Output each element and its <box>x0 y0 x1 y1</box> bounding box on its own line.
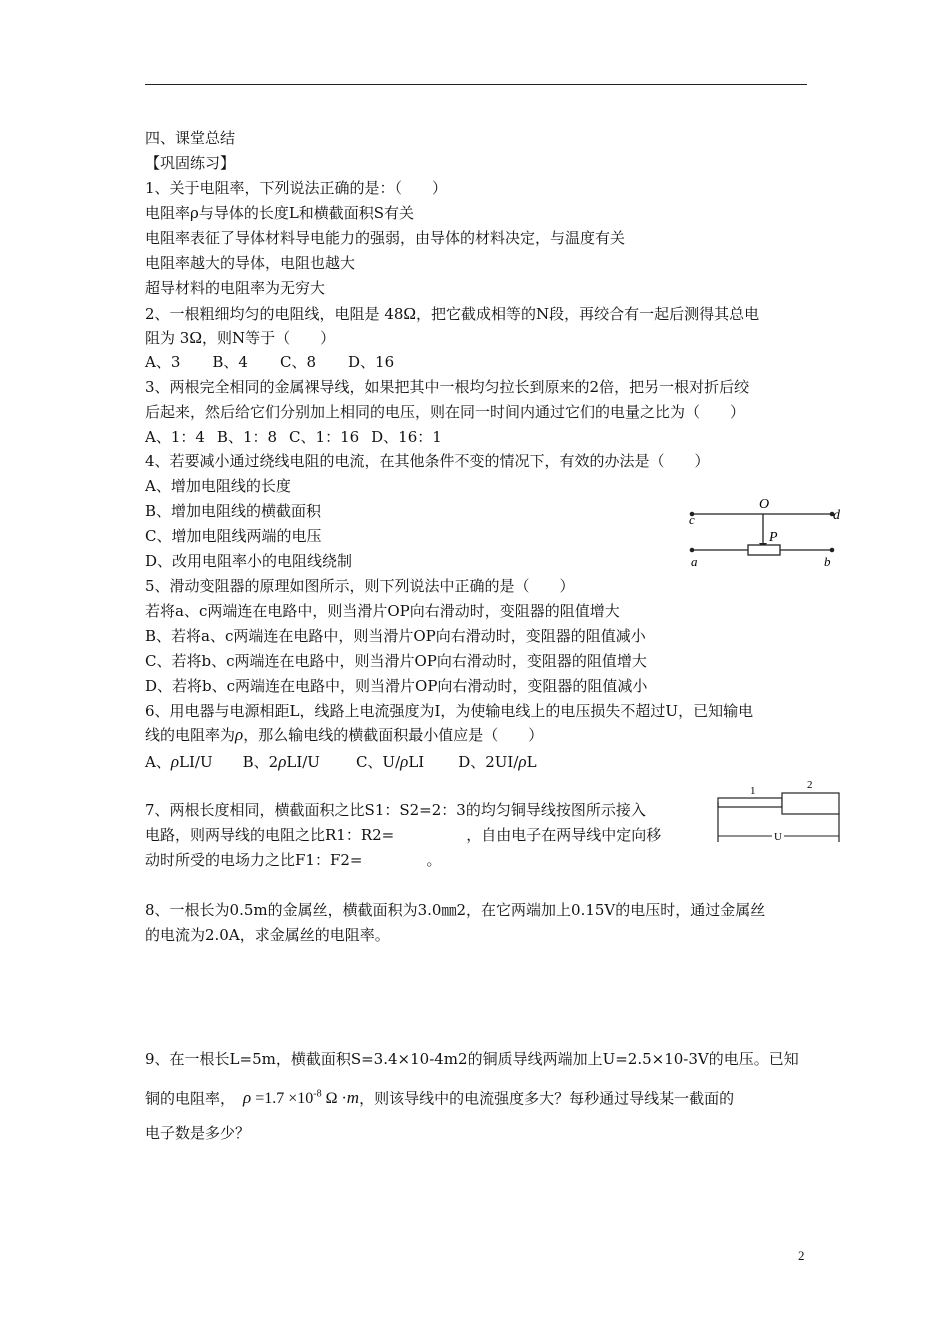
q2-option-c: C、8 <box>279 353 316 371</box>
q9-line2-a: 铜的电阻率， <box>145 1089 236 1108</box>
q3-option-d: D、16：1 <box>371 428 442 446</box>
q2-line1 <box>145 304 759 324</box>
label-p: P <box>769 530 778 545</box>
q7-line3 <box>145 850 442 870</box>
q4-option: A、增加电阻线的长度 <box>145 477 291 495</box>
q7-line3-a: 动时所受的电场力之比F1：F2= <box>145 851 363 869</box>
q4-option: D、改用电阻率小的电阻线绕制 <box>145 552 353 570</box>
q2-option-d: D、16 <box>348 353 395 371</box>
q1-option: 超导材料的电阻率为无穷大 <box>145 279 326 297</box>
q1-option: 电阻率ρ与导体的长度L和横截面积S有关 <box>145 204 415 222</box>
q6-option-b: B、2ρLI/U <box>242 752 320 771</box>
q5-stem: 5、滑动变阻器的原理如图所示，则下列说法中正确的是（ ） <box>145 577 575 595</box>
rho-symbol: ρ <box>235 725 244 744</box>
q4-option: C、增加电阻线两端的电压 <box>145 527 322 545</box>
q7-line2-a: 电路，则两导线的电阻之比R1：R2= <box>145 826 395 844</box>
terminal-a <box>690 548 695 553</box>
q9-line2-b: ，则该导线中的电流强度多大？每秒通过导线某一截面的 <box>359 1089 735 1108</box>
resistor-coil <box>748 545 780 555</box>
q9-line1: 9、在一根长L=5m，横截面积S=3.4×10-4m2的铜质导线两端加上U=2.5×10-3V的电压。已知 <box>145 1050 799 1068</box>
label-c: c <box>689 512 695 527</box>
q6-option-d: D、2UI/ρL <box>458 752 537 771</box>
q1-stem: 1、关于电阻率，下列说法正确的是：（ ） <box>145 179 448 197</box>
q7-line2 <box>145 825 661 845</box>
q5-option: B、若将a、c两端连在电路中，则当滑片OP向右滑动时，变阻器的阻值减小 <box>145 627 646 645</box>
q6-line2-a: 线的电阻率为 <box>145 726 236 744</box>
q7-line1: 7、两根长度相同，横截面积之比S1：S2=2：3的均匀铜导线按图所示接入 <box>145 801 646 819</box>
q2-line2 <box>145 328 335 348</box>
q3-options <box>145 427 442 447</box>
section-title: 四、课堂总结 <box>145 129 236 147</box>
q2-options <box>145 352 394 372</box>
q9-line2 <box>145 1083 734 1111</box>
q6-line2-b: ，那么输电线的横截面积最小值应是（ ） <box>243 726 544 744</box>
q3-option-b: B、1：8 <box>216 428 278 446</box>
ohm-symbol: Ω <box>403 304 417 323</box>
label-b: b <box>824 554 831 569</box>
q2-line2-b: ，则N等于（ ） <box>201 329 336 347</box>
q5-option: 若将a、c两端连在电路中，则当滑片OP向右滑动时，变阻器的阻值增大 <box>145 602 620 620</box>
q2-line1-a: 2、一根粗细均匀的电阻线，电阻是 48 <box>145 305 404 323</box>
label-d: d <box>833 508 840 523</box>
q6-option-c: C、U/ρLI <box>355 752 425 771</box>
ohm-symbol: Ω <box>189 328 202 347</box>
q1-option: 电阻率表征了导体材料导电能力的强弱，由导体的材料决定，与温度有关 <box>145 229 626 247</box>
q3-option-c: C、1：16 <box>289 428 360 446</box>
q9-line3: 电子数是多少？ <box>145 1124 251 1142</box>
q6-option-a: A、ρLI/U <box>145 752 213 771</box>
q2-line2-a: 阻为 3 <box>145 329 190 347</box>
voltage-label: U <box>774 831 782 843</box>
q6-line2 <box>145 725 543 745</box>
terminal-b <box>830 548 835 553</box>
wire-1-label: 1 <box>750 785 756 797</box>
q8-line2: 的电流为2.0A，求金属丝的电阻率。 <box>145 926 390 944</box>
q7-line3-b: 。 <box>426 851 442 869</box>
q4-stem: 4、若要减小通过绕线电阻的电流，在其他条件不变的情况下，有效的办法是（ ） <box>145 452 710 470</box>
q3-line1: 3、两根完全相同的金属裸导线，如果把其中一根均匀拉长到原来的2倍，把另一根对折后绞 <box>145 378 750 396</box>
q1-option: 电阻率越大的导体，电阻也越大 <box>145 254 356 272</box>
q3-line2: 后起来，然后给它们分别加上相同的电压，则在同一时间内通过它们的电量之比为（ ） <box>145 403 746 421</box>
rheostat-figure <box>680 488 860 574</box>
q2-option-b: B、4 <box>212 353 248 371</box>
q6-line1: 6、用电器与电源相距L，线路上电流强度为I，为使输电线上的电压损失不超过U，已知输电 <box>145 702 754 720</box>
page-number: 2 <box>798 1248 805 1263</box>
q2-line1-b: ，把它截成相等的N段，再绞合有一起后测得其总电 <box>416 305 760 323</box>
q4-option: B、增加电阻线的横截面积 <box>145 502 322 520</box>
q6-options <box>145 752 537 772</box>
q7-line2-b: ，自由电子在两导线中定向移 <box>466 826 662 844</box>
wire-1 <box>718 798 782 807</box>
resistivity-formula: $\rho =1.7 \times 10^{-8}$ Ω ·m <box>243 1088 360 1108</box>
q3-option-a: A、1：4 <box>145 428 205 446</box>
q2-option-a: A、3 <box>145 353 181 371</box>
q8-line1: 8、一根长为0.5m的金属丝，横截面积为3.0㎜2，在它两端加上0.15V的电压时，通过金属丝 <box>145 901 766 919</box>
q5-option: D、若将b、c两端连在电路中，则当滑片OP向右滑动时，变阻器的阻值减小 <box>145 677 648 695</box>
label-a: a <box>691 554 698 569</box>
wire-2-label: 2 <box>807 779 813 791</box>
header-rule <box>145 84 807 85</box>
wire-2 <box>782 793 839 814</box>
wire-figure <box>712 774 846 848</box>
exercise-heading: 【巩固练习】 <box>145 154 236 172</box>
q5-option: C、若将b、c两端连在电路中，则当滑片OP向右滑动时，变阻器的阻值增大 <box>145 652 647 670</box>
label-o: O <box>759 497 770 512</box>
